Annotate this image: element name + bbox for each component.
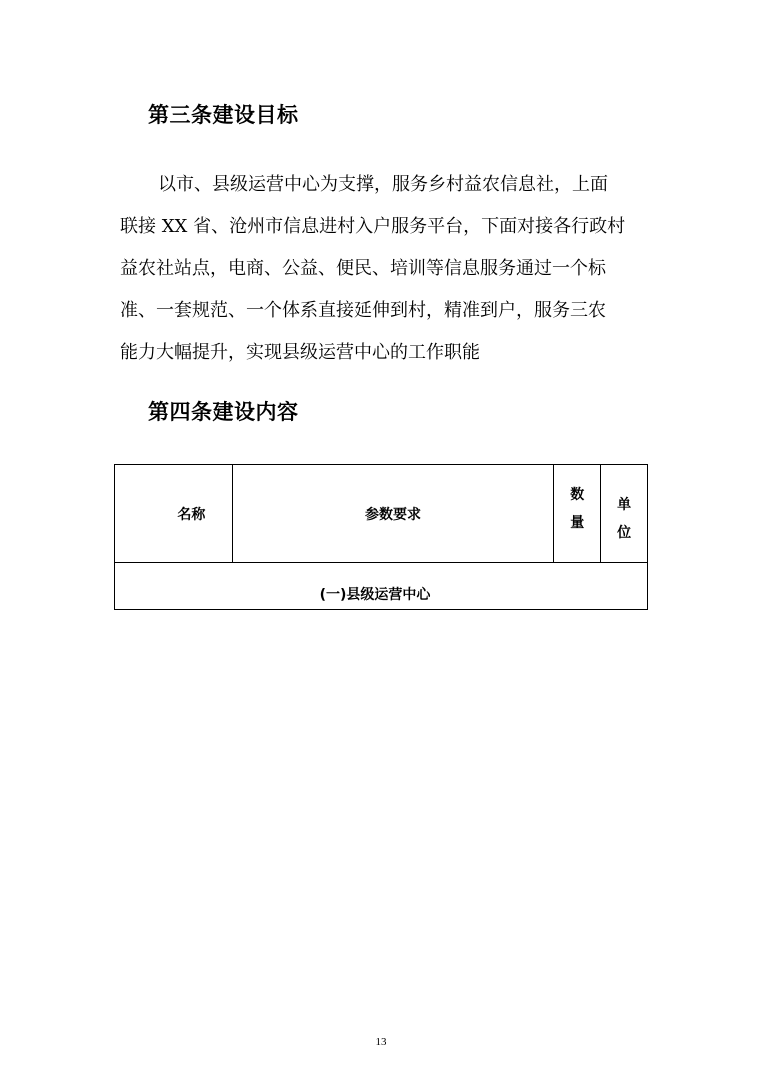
construction-content-table: [114, 464, 648, 610]
header-params-label: 参数要求: [364, 506, 421, 523]
header-name: [115, 465, 233, 563]
section-title-cell: [115, 563, 648, 610]
paragraph-line: 益农社站点，电商、公益、便民、培训等信息服务通过一个标: [120, 258, 606, 279]
header-unit: [601, 465, 648, 563]
page-number: 13: [375, 1036, 387, 1048]
table-header-row: [115, 465, 648, 563]
paragraph-line: 联接 XX 省、沧州市信息进村入户服务平台，下面对接各行政村: [120, 216, 626, 237]
header-unit-char: 位: [617, 524, 632, 541]
header-quantity: [554, 465, 601, 563]
header-params: [232, 465, 554, 563]
paragraph-line: 以市、县级运营中心为支撑，服务乡村益农信息社，上面: [158, 174, 608, 195]
article-4-heading: 第四条建设内容: [148, 400, 299, 424]
paragraph-line: 能力大幅提升，实现县级运营中心的工作职能: [120, 342, 480, 363]
article-3-heading: 第三条建设目标: [148, 103, 299, 127]
header-unit-char: 单: [617, 496, 632, 513]
article-3-paragraph: [120, 164, 650, 374]
paragraph-line: 准、一套规范、一个体系直接延伸到村，精准到户，服务三农: [120, 300, 606, 321]
header-quantity-char: 量: [570, 514, 585, 531]
header-quantity-char: 数: [570, 486, 585, 503]
header-name-label: 名称: [177, 506, 206, 523]
table-section-row: [115, 563, 648, 610]
section-title: (一)县级运营中心: [319, 587, 431, 603]
